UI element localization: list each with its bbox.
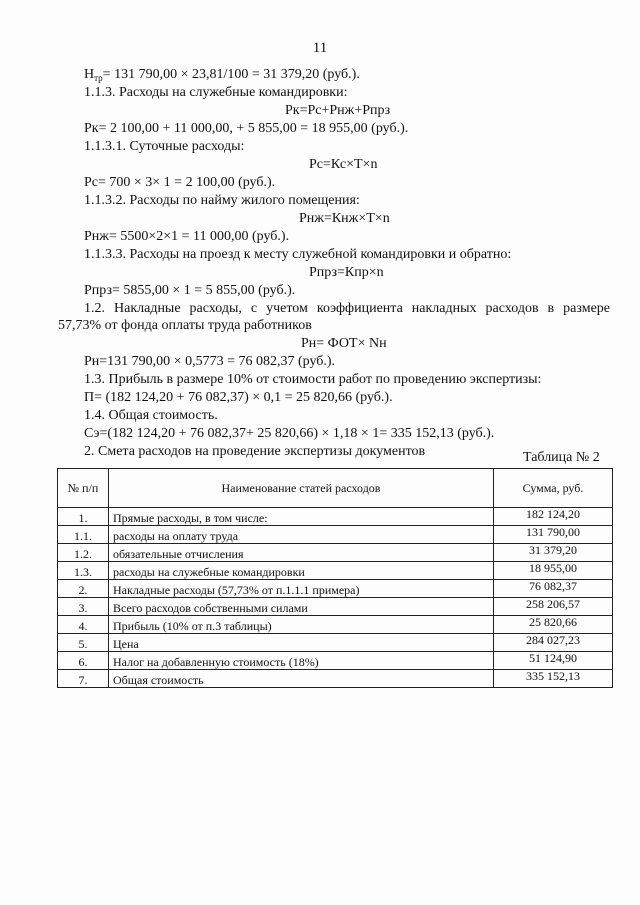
formula-subscript: тр <box>94 73 103 83</box>
header-name: Наименование статей расходов <box>109 469 494 508</box>
table-row <box>58 670 613 688</box>
row-num: 4. <box>58 616 109 634</box>
formula-line: Рпрз= 5855,00 × 1 = 5 855,00 (руб.). <box>84 283 296 298</box>
formula-line: Рс= 700 × 3× 1 = 2 100,00 (руб.). <box>84 175 276 190</box>
table-row <box>58 508 613 526</box>
cost-estimate-table <box>57 468 613 688</box>
table-row <box>58 616 613 634</box>
row-sum: 335 152,13 <box>494 670 613 688</box>
formula-line: Рн=131 790,00 × 0,5773 = 76 082,37 (руб.). <box>84 354 336 369</box>
paragraph-line: 1.2. Накладные расходы, с учетом коэффициента накладных расходов в размере <box>84 301 610 316</box>
table-row <box>58 634 613 652</box>
formula-centered: Рс=Кс×Т×n <box>309 157 378 172</box>
table-row <box>58 652 613 670</box>
row-name: Накладные расходы (57,73% от п.1.1.1 примера) <box>109 580 494 598</box>
table-caption: Таблица № 2 <box>523 450 600 465</box>
row-name: Общая стоимость <box>109 670 494 688</box>
header-sum: Сумма, руб. <box>494 469 613 508</box>
row-sum: 182 124,20 <box>494 508 613 526</box>
section-heading: 1.4. Общая стоимость. <box>84 408 218 423</box>
formula-symbol: Н <box>84 67 95 82</box>
row-name: расходы на оплату труда <box>109 526 494 544</box>
formula-centered: Рнж=Кнж×Т×n <box>299 211 390 226</box>
row-sum: 284 027,23 <box>494 634 613 652</box>
row-name: Прибыль (10% от п.3 таблицы) <box>109 616 494 634</box>
row-num: 3. <box>58 598 109 616</box>
table-row <box>58 526 613 544</box>
row-num: 2. <box>58 580 109 598</box>
row-name: Налог на добавленную стоимость (18%) <box>109 652 494 670</box>
formula-text: = 131 790,00 × 23,81/100 = 31 379,20 (руб.). <box>102 67 360 82</box>
row-name: Цена <box>109 634 494 652</box>
row-num: 7. <box>58 670 109 688</box>
table-header-row <box>58 469 613 508</box>
table-row <box>58 544 613 562</box>
row-name: обязательные отчисления <box>109 544 494 562</box>
row-sum: 258 206,57 <box>494 598 613 616</box>
row-num: 1.3. <box>58 562 109 580</box>
row-name: Всего расходов собственными силами <box>109 598 494 616</box>
row-sum: 31 379,20 <box>494 544 613 562</box>
table-row <box>58 562 613 580</box>
paragraph-line: 57,73% от фонда оплаты труда работников <box>58 318 312 333</box>
section-heading: 1.1.3.1. Суточные расходы: <box>84 139 245 154</box>
row-sum: 131 790,00 <box>494 526 613 544</box>
table-row <box>58 598 613 616</box>
page-number: 11 <box>312 40 328 56</box>
row-num: 5. <box>58 634 109 652</box>
formula-centered: Рк=Рс+Рнж+Рпрз <box>285 103 391 118</box>
table-row <box>58 580 613 598</box>
section-heading: 2. Смета расходов на проведение экспертизы документов <box>84 444 426 459</box>
section-heading: 1.3. Прибыль в размере 10% от стоимости работ по проведению экспертизы: <box>84 372 542 387</box>
row-name: Прямые расходы, в том числе: <box>109 508 494 526</box>
row-num: 1. <box>58 508 109 526</box>
formula-line: П= (182 124,20 + 76 082,37) × 0,1 = 25 820,66 (руб.). <box>84 390 393 405</box>
header-num: № п/п <box>58 469 109 508</box>
section-heading: 1.1.3. Расходы на служебные командировки: <box>84 85 348 100</box>
formula-line: Рнж= 5500×2×1 = 11 000,00 (руб.). <box>84 229 290 244</box>
formula-line: Рк= 2 100,00 + 11 000,00, + 5 855,00 = 18 955,00 (руб.). <box>84 121 409 136</box>
formula-centered: Рн= ФОТ× Nн <box>301 336 387 351</box>
row-sum: 76 082,37 <box>494 580 613 598</box>
row-num: 1.2. <box>58 544 109 562</box>
formula-centered: Рпрз=Кпр×n <box>309 265 384 280</box>
formula-line: Сэ=(182 124,20 + 76 082,37+ 25 820,66) × 1,18 × 1= 335 152,13 (руб.). <box>84 426 495 441</box>
section-heading: 1.1.3.2. Расходы по найму жилого помещения: <box>84 193 360 208</box>
row-num: 6. <box>58 652 109 670</box>
row-sum: 51 124,90 <box>494 652 613 670</box>
row-sum: 25 820,66 <box>494 616 613 634</box>
row-name: расходы на служебные командировки <box>109 562 494 580</box>
row-num: 1.1. <box>58 526 109 544</box>
row-sum: 18 955,00 <box>494 562 613 580</box>
section-heading: 1.1.3.3. Расходы на проезд к месту служебной командировки и обратно: <box>84 247 512 262</box>
formula-line <box>84 67 360 83</box>
